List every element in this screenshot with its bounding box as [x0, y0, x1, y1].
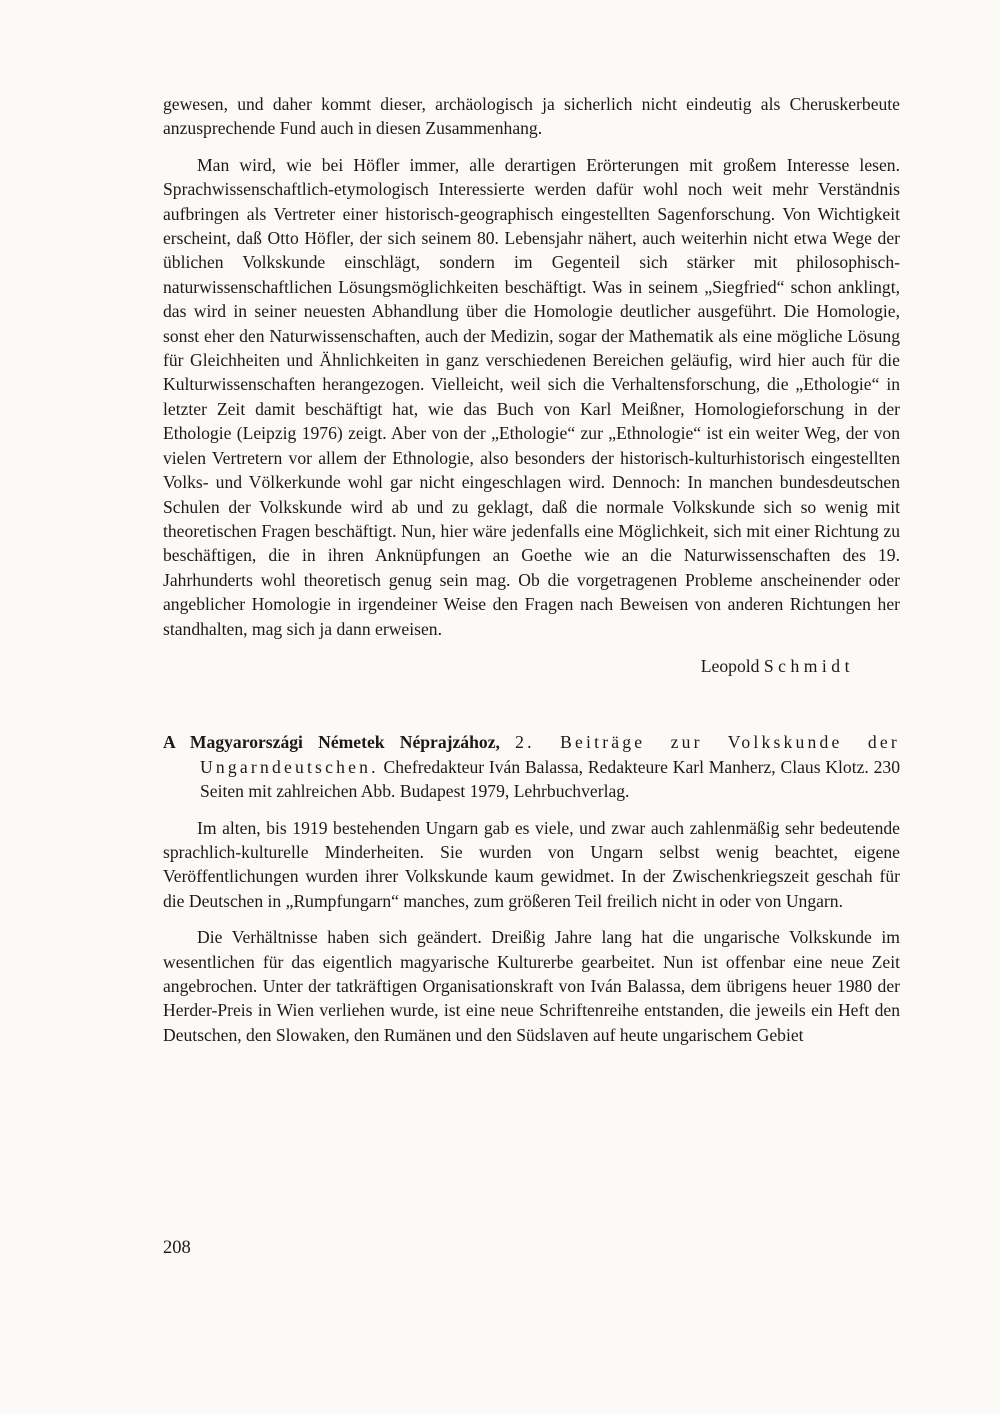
reviewer-first-name: Leopold: [700, 655, 760, 676]
page-text-block: [163, 92, 900, 1047]
hoefler-review-continuation-paragraph: gewesen, und daher kommt dieser, archäologisch ja sicherlich nicht eindeutig als Cheruskerbeute anzusprechende Fund auch in diesen Zusammenhang.: [163, 94, 900, 139]
ungarn-review-title-bold: A Magyarországi Németek Néprajzához,: [163, 732, 500, 753]
ungarn-review-title-details: Chefredakteur Iván Balassa, Redakteure Karl Manherz, Claus Klotz. 230 Seiten mit zahlreichen Abb. Budapest 1979, Lehrbuchverlag.: [200, 756, 900, 802]
page-number: 208: [163, 1238, 191, 1258]
ungarn-review-paragraph-2: Die Verhältnisse haben sich geändert. Dreißig Jahre lang hat die ungarische Volkskunde im wesentlichen für das eigentlich magyarische Kulturerbe gearbeitet. Nun ist offenbar eine neue Zeit angebrochen. Unter der tatkräftigen Organisationskraft von Iván Balassa, dem übrigens heuer 1980 der Herder-Preis in Wien verliehen wurde, ist eine neue Schriftenreihe entstanden, die jeweils ein Heft den Deutschen, den Slowaken, den Rumänen und den Südslaven auf heute ungarischem Gebiet: [163, 927, 900, 1045]
hoefler-review-main-paragraph: Man wird, wie bei Höfler immer, alle derartigen Erörterungen mit großem Interesse lesen. Sprachwissenschaftlich-etymologisch Interessierte werden dafür wohl noch weit mehr Verständnis aufbringen als Vertreter einer historisch-geographisch eingestellten Sagenforschung. Von Wichtigkeit erscheint, daß Otto Höfler, der sich seinem 80. Lebensjahr nähert, auch weiterhin nicht etwa Wege der üblichen Volkskunde einschlägt, sondern im Gegenteil sich stärker mit philosophisch-naturwissenschaftlichen Lösungsmöglichkeiten beschäftigt. Was in seinem „Siegfried“ schon anklingt, das wird in seiner neuesten Abhandlung über die Homologie deutlicher ausgeführt. Die Homologie, sonst eher den Naturwissenschaften, auch der Medizin, sogar der Mathematik als eine mögliche Lösung für Gleichheiten und Ähnlichkeiten in ganz verschiedenen Bereichen geläufig, wird hier auch für die Kulturwissenschaften herangezogen. Vielleicht, weil sich die Verhaltensforschung, die „Ethologie“ in letzter Zeit damit beschäftigt hat, wie das Buch von Karl Meißner, Homologieforschung in der Ethologie (Leipzig 1976) zeigt. Aber von der „Ethologie“ zur „Ethnologie“ ist ein weiter Weg, der von vielen Vertretern vor allem der Ethnologie, also besonders der historisch-kulturhistorisch eingestellten Volks- und Völkerkunde wohl gar nicht eingeschlagen wird. Dennoch: In manchen bundesdeutschen Schulen der Volkskunde wird ab und zu geklagt, daß die normale Volkskunde sich so wenig mit theoretischen Fragen beschäftigt. Nun, hier wäre jedenfalls eine Möglichkeit, sich mit einer Richtung zu beschäftigen, die in ihren Anknüpfungen an Goethe wie an die Naturwissenschaften des 19. Jahrhunderts wohl theoretisch genug sein mag. Ob die vorgetragenen Probleme anscheinender oder angeblicher Homologie in irgendeiner Weise den Fragen nach Beweisen von anderen Richtungen her standhalten, mag sich ja dann erweisen.: [163, 154, 900, 639]
reviewer-signature: [163, 654, 900, 678]
ungarn-review-heading: [163, 730, 900, 803]
reviewer-last-name: Schmidt: [763, 655, 854, 676]
ungarn-review-paragraph-1: Im alten, bis 1919 bestehenden Ungarn gab es viele, und zwar auch zahlenmäßig sehr bedeutende sprachlich-kulturelle Minderheiten. Sie wurden von Ungarn selbst wenig beachtet, eigene Veröffentlichungen wurden ihrer Volkskunde kaum gewidmet. In der Zwischenkriegszeit geschah für die Deutschen in „Rumpfungarn“ manches, zum größeren Teil freilich nicht in oder von Ungarn.: [163, 817, 900, 911]
ungarn-review-title-spaced: 2. Beiträge zur Volkskunde der Ungarndeutschen.: [200, 732, 900, 777]
